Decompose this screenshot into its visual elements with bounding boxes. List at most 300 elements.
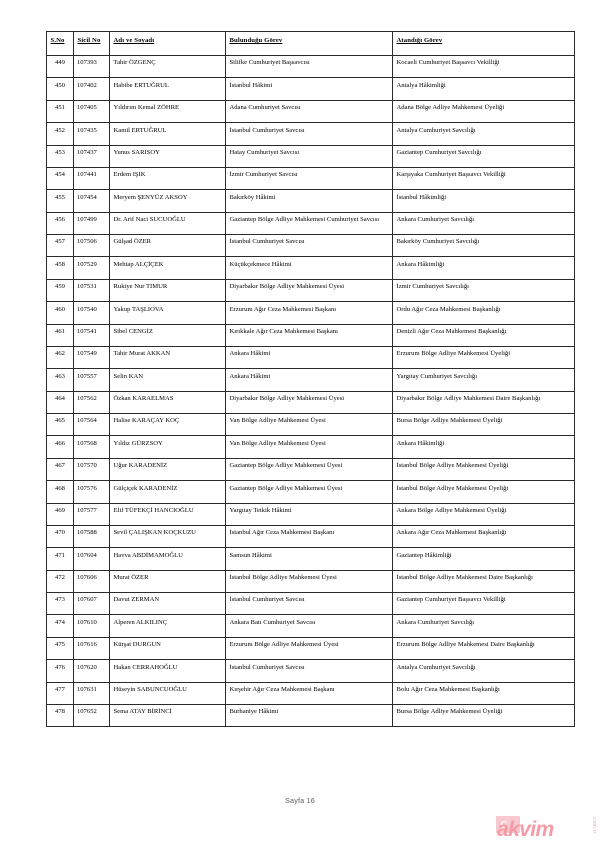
- cell-sno-text: 453: [55, 148, 65, 156]
- cell-sno: [47, 212, 74, 234]
- cell-bulundugu-gorev: [226, 593, 393, 615]
- cell-sicil-no: [74, 100, 110, 122]
- cell-sicil-no: [74, 369, 110, 391]
- cell-atandigi-gorev: [393, 481, 575, 503]
- cell-sno-text: 467: [55, 462, 65, 470]
- cell-bulundugu-gorev: [226, 436, 393, 458]
- cell-sno: [47, 436, 74, 458]
- cell-sicil-no: [74, 660, 110, 682]
- cell-sicil-no: [74, 279, 110, 301]
- cell-bulundugu-gorev: [226, 302, 393, 324]
- cell-sicil-no-text: 107393: [77, 59, 97, 67]
- cell-bulundugu-gorev-text: Samsun Hâkimi: [229, 551, 272, 559]
- cell-atandigi-gorev-text: Ankara Cumhuriyet Savcılığı: [396, 618, 475, 626]
- cell-adi-ve-soyadi: [110, 190, 226, 212]
- cell-sicil-no-text: 107441: [77, 171, 97, 179]
- cell-bulundugu-gorev-text: Erzurum Bölge Adliye Mahkemesi Üyesi: [229, 641, 339, 649]
- cell-adi-ve-soyadi: [110, 279, 226, 301]
- cell-adi-ve-soyadi: [110, 167, 226, 189]
- column-header-atandigi-gorev: [393, 32, 575, 56]
- cell-sno: [47, 593, 74, 615]
- cell-sno: [47, 346, 74, 368]
- cell-sicil-no-text: 107405: [77, 104, 97, 112]
- cell-adi-ve-soyadi: [110, 346, 226, 368]
- table-row: [47, 548, 575, 570]
- cell-sicil-no-text: 107570: [77, 462, 97, 470]
- cell-sicil-no-text: 107620: [77, 663, 97, 671]
- table-row: [47, 212, 575, 234]
- cell-adi-ve-soyadi: [110, 235, 226, 257]
- table-row: [47, 78, 575, 100]
- cell-sicil-no-text: 107531: [77, 283, 97, 291]
- cell-adi-ve-soyadi: [110, 615, 226, 637]
- cell-sicil-no-text: 107435: [77, 126, 97, 134]
- cell-sno-text: 476: [55, 663, 65, 671]
- cell-sno: [47, 145, 74, 167]
- cell-bulundugu-gorev: [226, 324, 393, 346]
- cell-sno: [47, 167, 74, 189]
- cell-sicil-no-text: 107499: [77, 216, 97, 224]
- cell-atandigi-gorev: [393, 145, 575, 167]
- cell-sicil-no-text: 107529: [77, 260, 97, 268]
- cell-atandigi-gorev-text: Erzurum Bölge Adliye Mahkemesi Daire Başkanlığı: [396, 641, 535, 649]
- cell-atandigi-gorev: [393, 346, 575, 368]
- table-row: [47, 414, 575, 436]
- table-row: [47, 324, 575, 346]
- cell-atandigi-gorev: [393, 302, 575, 324]
- cell-adi-ve-soyadi: [110, 570, 226, 592]
- cell-adi-ve-soyadi: [110, 458, 226, 480]
- cell-sno-text: 462: [55, 350, 65, 358]
- cell-bulundugu-gorev-text: Hatay Cumhuriyet Savcısı: [229, 148, 300, 156]
- cell-adi-ve-soyadi-text: Gülşad ÖZER: [113, 238, 152, 246]
- cell-adi-ve-soyadi-text: Gülçiçek KARADENİZ: [113, 484, 178, 492]
- cell-bulundugu-gorev: [226, 123, 393, 145]
- cell-sno: [47, 190, 74, 212]
- cell-sno: [47, 503, 74, 525]
- cell-sicil-no: [74, 637, 110, 659]
- cell-atandigi-gorev: [393, 123, 575, 145]
- cell-sicil-no-text: 107564: [77, 417, 97, 425]
- cell-atandigi-gorev-text: Ankara Hâkimliği: [396, 260, 445, 268]
- cell-atandigi-gorev: [393, 257, 575, 279]
- cell-bulundugu-gorev-text: Gaziantep Bölge Adliye Mahkemesi Cumhuriyet Savcısı: [229, 216, 380, 224]
- cell-sicil-no: [74, 257, 110, 279]
- cell-bulundugu-gorev-text: Bakırköy Hâkimi: [229, 193, 276, 201]
- cell-bulundugu-gorev-text: Kırıkkale Ağır Ceza Mahkemesi Başkanı: [229, 327, 338, 335]
- cell-adi-ve-soyadi-text: Meryem ŞENYÜZ AKSOY: [113, 193, 188, 201]
- cell-adi-ve-soyadi: [110, 414, 226, 436]
- cell-adi-ve-soyadi-text: Yakup TAŞLIOVA: [113, 305, 164, 313]
- table-row: [47, 704, 575, 726]
- cell-sno-text: 450: [55, 81, 65, 89]
- cell-adi-ve-soyadi: [110, 56, 226, 78]
- cell-bulundugu-gorev-text: İstanbul Hâkimi: [229, 81, 273, 89]
- cell-adi-ve-soyadi: [110, 660, 226, 682]
- cell-atandigi-gorev: [393, 369, 575, 391]
- watermark-tld-text: com.tr: [591, 817, 597, 835]
- cell-adi-ve-soyadi: [110, 704, 226, 726]
- cell-sno-text: 455: [55, 193, 65, 201]
- cell-sicil-no: [74, 436, 110, 458]
- cell-sicil-no: [74, 615, 110, 637]
- cell-sicil-no: [74, 346, 110, 368]
- cell-atandigi-gorev-text: Antalya Cumhuriyet Savcılığı: [396, 663, 476, 671]
- table-row: [47, 436, 575, 458]
- cell-adi-ve-soyadi: [110, 78, 226, 100]
- cell-atandigi-gorev-text: Ankara Ağır Ceza Mahkemesi Başkanlığı: [396, 529, 507, 537]
- cell-bulundugu-gorev: [226, 100, 393, 122]
- cell-atandigi-gorev-text: Antalya Hâkimliği: [396, 81, 446, 89]
- cell-sicil-no-text: 107631: [77, 685, 97, 693]
- cell-sno: [47, 570, 74, 592]
- cell-adi-ve-soyadi-text: Selin KAN: [113, 372, 143, 380]
- cell-adi-ve-soyadi-text: Halise KARAÇAY KOÇ: [113, 417, 180, 425]
- cell-bulundugu-gorev: [226, 682, 393, 704]
- cell-sicil-no: [74, 548, 110, 570]
- cell-adi-ve-soyadi-text: Rukiye Nur TIMUR: [113, 283, 168, 291]
- cell-adi-ve-soyadi-text: Murat ÖZER: [113, 574, 149, 582]
- cell-sicil-no-text: 107568: [77, 439, 97, 447]
- cell-adi-ve-soyadi: [110, 123, 226, 145]
- cell-sno: [47, 302, 74, 324]
- cell-atandigi-gorev: [393, 391, 575, 413]
- cell-sno: [47, 257, 74, 279]
- cell-sicil-no-text: 107604: [77, 551, 97, 559]
- cell-adi-ve-soyadi-text: Elif TÜFEKÇİ HANCIOĞLU: [113, 506, 194, 514]
- cell-adi-ve-soyadi-text: Sibel CENGİZ: [113, 327, 153, 335]
- cell-sicil-no-text: 107557: [77, 372, 97, 380]
- cell-bulundugu-gorev: [226, 503, 393, 525]
- cell-bulundugu-gorev: [226, 414, 393, 436]
- column-header-sicil-no: [74, 32, 110, 56]
- cell-bulundugu-gorev-text: Diyarbakır Bölge Adliye Mahkemesi Üyesi: [229, 395, 345, 403]
- column-header-bulundugu-gorev-label: Bulunduğu Görev: [229, 37, 283, 44]
- cell-atandigi-gorev-text: Antalya Cumhuriyet Savcılığı: [396, 126, 476, 134]
- cell-sicil-no: [74, 123, 110, 145]
- table-row: [47, 56, 575, 78]
- cell-adi-ve-soyadi: [110, 682, 226, 704]
- table-row: [47, 302, 575, 324]
- cell-sicil-no: [74, 525, 110, 547]
- cell-sicil-no-text: 107652: [77, 708, 97, 716]
- cell-atandigi-gorev-text: Yargıtay Cumhuriyet Savcılığı: [396, 372, 478, 380]
- cell-adi-ve-soyadi: [110, 324, 226, 346]
- cell-atandigi-gorev: [393, 548, 575, 570]
- cell-sno-text: 461: [55, 327, 65, 335]
- cell-bulundugu-gorev: [226, 481, 393, 503]
- cell-atandigi-gorev-text: Bakırköy Cumhuriyet Savcılığı: [396, 238, 480, 246]
- appointments-table-container: [46, 31, 574, 727]
- cell-adi-ve-soyadi: [110, 369, 226, 391]
- cell-atandigi-gorev-text: Ordu Ağır Ceza Mahkemesi Başkanlığı: [396, 305, 501, 313]
- cell-sicil-no: [74, 145, 110, 167]
- cell-sno-text: 458: [55, 260, 65, 268]
- column-header-bulundugu-gorev: [226, 32, 393, 56]
- cell-bulundugu-gorev-text: Diyarbakır Bölge Adliye Mahkemesi Üyesi: [229, 283, 345, 291]
- cell-sno-text: 466: [55, 439, 65, 447]
- cell-sicil-no-text: 107588: [77, 529, 97, 537]
- cell-sicil-no: [74, 458, 110, 480]
- cell-sicil-no-text: 107606: [77, 574, 97, 582]
- cell-bulundugu-gorev-text: İzmir Cumhuriyet Savcısı: [229, 171, 298, 179]
- cell-atandigi-gorev-text: İstanbul Bölge Adliye Mahkemesi Daire Başkanlığı: [396, 574, 533, 582]
- table-row: [47, 167, 575, 189]
- cell-sno: [47, 637, 74, 659]
- table-body: [47, 56, 575, 727]
- cell-sno-text: 464: [55, 395, 65, 403]
- cell-sicil-no-text: 107610: [77, 618, 97, 626]
- cell-atandigi-gorev: [393, 525, 575, 547]
- cell-bulundugu-gorev-text: İstanbul Cumhuriyet Savcısı: [229, 596, 305, 604]
- cell-atandigi-gorev: [393, 637, 575, 659]
- cell-bulundugu-gorev: [226, 56, 393, 78]
- cell-bulundugu-gorev: [226, 548, 393, 570]
- cell-sno-text: 451: [55, 104, 65, 112]
- cell-sno-text: 477: [55, 685, 65, 693]
- cell-bulundugu-gorev-text: Gaziantep Bölge Adliye Mahkemesi Üyesi: [229, 484, 343, 492]
- cell-atandigi-gorev: [393, 167, 575, 189]
- cell-adi-ve-soyadi: [110, 257, 226, 279]
- cell-atandigi-gorev-text: Gaziantep Cumhuriyet Savcılığı: [396, 148, 482, 156]
- cell-atandigi-gorev: [393, 56, 575, 78]
- cell-sno-text: 473: [55, 596, 65, 604]
- cell-sicil-no: [74, 503, 110, 525]
- cell-atandigi-gorev-text: Gaziantep Cumhuriyet Başsavcı Vekilliği: [396, 596, 506, 604]
- table-row: [47, 279, 575, 301]
- cell-sno-text: 460: [55, 305, 65, 313]
- cell-sno: [47, 615, 74, 637]
- cell-sno-text: 449: [55, 59, 65, 67]
- cell-atandigi-gorev-text: Karşıyaka Cumhuriyet Başsavcı Vekilliği: [396, 171, 506, 179]
- cell-adi-ve-soyadi: [110, 525, 226, 547]
- cell-sno-text: 457: [55, 238, 65, 246]
- cell-sno: [47, 682, 74, 704]
- cell-sno: [47, 123, 74, 145]
- cell-sno-text: 471: [55, 551, 65, 559]
- cell-sicil-no: [74, 78, 110, 100]
- table-row: [47, 660, 575, 682]
- cell-atandigi-gorev-text: Ankara Cumhuriyet Savcılığı: [396, 216, 475, 224]
- cell-bulundugu-gorev-text: Ankara Batı Cumhuriyet Savcısı: [229, 618, 316, 626]
- cell-sno-text: 469: [55, 506, 65, 514]
- cell-bulundugu-gorev-text: Erzurum Ağır Ceza Mahkemesi Başkanı: [229, 305, 337, 313]
- cell-adi-ve-soyadi: [110, 212, 226, 234]
- cell-bulundugu-gorev-text: İstanbul Cumhuriyet Savcısı: [229, 238, 305, 246]
- cell-sno-text: 478: [55, 708, 65, 716]
- cell-sno-text: 463: [55, 372, 65, 380]
- cell-sno: [47, 56, 74, 78]
- cell-adi-ve-soyadi-text: Erdem IŞIK: [113, 171, 146, 179]
- cell-sno-text: 465: [55, 417, 65, 425]
- cell-atandigi-gorev-text: İzmir Cumhuriyet Savcılığı: [396, 283, 470, 291]
- cell-atandigi-gorev: [393, 78, 575, 100]
- cell-sicil-no: [74, 593, 110, 615]
- cell-bulundugu-gorev: [226, 167, 393, 189]
- cell-sicil-no-text: 107437: [77, 148, 97, 156]
- cell-sicil-no: [74, 481, 110, 503]
- cell-sicil-no: [74, 302, 110, 324]
- cell-adi-ve-soyadi: [110, 593, 226, 615]
- cell-bulundugu-gorev: [226, 615, 393, 637]
- cell-sicil-no: [74, 570, 110, 592]
- cell-bulundugu-gorev-text: İstanbul Ağır Ceza Mahkemesi Başkanı: [229, 529, 335, 537]
- cell-atandigi-gorev: [393, 279, 575, 301]
- cell-sicil-no-text: 107562: [77, 395, 97, 403]
- cell-adi-ve-soyadi-text: Mehtap ALÇİÇEK: [113, 260, 164, 268]
- cell-sicil-no: [74, 56, 110, 78]
- table-row: [47, 257, 575, 279]
- table-row: [47, 190, 575, 212]
- cell-bulundugu-gorev-text: Van Bölge Adliye Mahkemesi Üyesi: [229, 439, 326, 447]
- cell-adi-ve-soyadi: [110, 436, 226, 458]
- cell-adi-ve-soyadi-text: Uğur KARADENİZ: [113, 462, 168, 470]
- column-header-adi-ve-soyadi-label: Adı ve Soyadı: [113, 37, 155, 44]
- cell-sno-text: 452: [55, 126, 65, 134]
- cell-bulundugu-gorev: [226, 391, 393, 413]
- cell-bulundugu-gorev-text: Yargıtay Tetkik Hâkimi: [229, 506, 292, 514]
- table-row: [47, 369, 575, 391]
- cell-adi-ve-soyadi-text: Dr. Arif Naci SUCUOĞLU: [113, 216, 186, 224]
- table-header-row: [47, 32, 575, 56]
- table-row: [47, 145, 575, 167]
- cell-sicil-no: [74, 391, 110, 413]
- cell-bulundugu-gorev: [226, 145, 393, 167]
- cell-bulundugu-gorev: [226, 570, 393, 592]
- cell-sno: [47, 324, 74, 346]
- table-header: [47, 32, 575, 56]
- cell-sicil-no-text: 107541: [77, 327, 97, 335]
- cell-adi-ve-soyadi-text: Habibe ERTUĞRUL: [113, 81, 169, 89]
- table-row: [47, 637, 575, 659]
- cell-bulundugu-gorev: [226, 235, 393, 257]
- cell-adi-ve-soyadi: [110, 302, 226, 324]
- table-row: [47, 391, 575, 413]
- cell-sicil-no: [74, 212, 110, 234]
- cell-atandigi-gorev-text: Denizli Ağır Ceza Mahkemesi Başkanlığı: [396, 327, 507, 335]
- cell-sicil-no-text: 107549: [77, 350, 97, 358]
- cell-sno-text: 470: [55, 529, 65, 537]
- cell-sicil-no-text: 107576: [77, 484, 97, 492]
- cell-atandigi-gorev-text: Gaziantep Hâkimliği: [396, 551, 452, 559]
- cell-sicil-no: [74, 190, 110, 212]
- cell-atandigi-gorev: [393, 615, 575, 637]
- cell-adi-ve-soyadi: [110, 100, 226, 122]
- cell-sno: [47, 481, 74, 503]
- cell-bulundugu-gorev: [226, 78, 393, 100]
- cell-atandigi-gorev: [393, 660, 575, 682]
- cell-sno: [47, 369, 74, 391]
- cell-adi-ve-soyadi-text: Yıldırım Kemal ZÖHRE: [113, 104, 180, 112]
- cell-atandigi-gorev-text: Adana Bölge Adliye Mahkemesi Üyeliği: [396, 104, 505, 112]
- cell-adi-ve-soyadi: [110, 145, 226, 167]
- cell-atandigi-gorev: [393, 414, 575, 436]
- cell-sicil-no: [74, 414, 110, 436]
- cell-bulundugu-gorev-text: Adana Cumhuriyet Savcısı: [229, 104, 301, 112]
- cell-sicil-no: [74, 704, 110, 726]
- cell-sno: [47, 704, 74, 726]
- table-row: [47, 525, 575, 547]
- cell-adi-ve-soyadi-text: Havva ABDİMAMOĞLU: [113, 551, 183, 559]
- cell-sno-text: 472: [55, 574, 65, 582]
- cell-atandigi-gorev-text: Bursa Bölge Adliye Mahkemesi Üyeliği: [396, 708, 503, 716]
- table-row: [47, 235, 575, 257]
- cell-bulundugu-gorev-text: İstanbul Cumhuriyet Savcısı: [229, 663, 305, 671]
- cell-bulundugu-gorev: [226, 458, 393, 480]
- cell-bulundugu-gorev: [226, 660, 393, 682]
- cell-bulundugu-gorev-text: Burhaniye Hâkimi: [229, 708, 279, 716]
- cell-adi-ve-soyadi-text: Sevil ÇALIŞKAN KOÇKUZU: [113, 529, 196, 537]
- column-header-sno-label: S.No: [50, 37, 65, 44]
- table-row: [47, 100, 575, 122]
- cell-atandigi-gorev-text: Ankara Hâkimliği: [396, 439, 445, 447]
- cell-adi-ve-soyadi-text: Hüseyin SABUNCUOĞLU: [113, 685, 187, 693]
- cell-sicil-no-text: 107454: [77, 193, 97, 201]
- cell-sicil-no: [74, 235, 110, 257]
- cell-atandigi-gorev: [393, 436, 575, 458]
- cell-atandigi-gorev-text: Erzurum Bölge Adliye Mahkemesi Üyeliği: [396, 350, 511, 358]
- column-header-sicil-no-label: Sicil No: [77, 37, 101, 44]
- cell-atandigi-gorev-text: Kocaeli Cumhuriyet Başsavcı Vekilliği: [396, 59, 500, 67]
- cell-adi-ve-soyadi-text: Tahir Murat AKKAN: [113, 350, 171, 358]
- cell-adi-ve-soyadi-text: Tahir ÖZGENÇ: [113, 59, 156, 67]
- cell-adi-ve-soyadi-text: Kürşat DURGUN: [113, 641, 161, 649]
- table-row: [47, 682, 575, 704]
- cell-bulundugu-gorev-text: Ankara Hâkimi: [229, 350, 271, 358]
- cell-sno: [47, 660, 74, 682]
- cell-bulundugu-gorev-text: İstanbul Cumhuriyet Savcısı: [229, 126, 305, 134]
- cell-bulundugu-gorev: [226, 212, 393, 234]
- cell-sicil-no: [74, 324, 110, 346]
- cell-adi-ve-soyadi-text: Yunus SARISOY: [113, 148, 160, 156]
- cell-bulundugu-gorev-text: Küçükçekmece Hâkimi: [229, 260, 292, 268]
- cell-adi-ve-soyadi: [110, 637, 226, 659]
- cell-sicil-no-text: 107607: [77, 596, 97, 604]
- cell-sno-text: 468: [55, 484, 65, 492]
- page-footer: Sayfa 16: [285, 796, 315, 805]
- cell-bulundugu-gorev: [226, 346, 393, 368]
- table-row: [47, 481, 575, 503]
- cell-atandigi-gorev: [393, 100, 575, 122]
- cell-sno: [47, 235, 74, 257]
- cell-sno-text: 459: [55, 283, 65, 291]
- table-row: [47, 570, 575, 592]
- cell-atandigi-gorev: [393, 190, 575, 212]
- cell-atandigi-gorev-text: Diyarbakır Bölge Adliye Mahkemesi Daire Başkanlığı: [396, 395, 541, 403]
- cell-sicil-no-text: 107616: [77, 641, 97, 649]
- column-header-atandigi-gorev-label: Atandığı Görev: [396, 37, 443, 44]
- cell-atandigi-gorev: [393, 324, 575, 346]
- cell-bulundugu-gorev-text: Kırşehir Ağır Ceza Mahkemesi Başkanı: [229, 685, 335, 693]
- cell-atandigi-gorev: [393, 503, 575, 525]
- cell-sno: [47, 279, 74, 301]
- cell-adi-ve-soyadi-text: Sema ATAY BİRİNCİ: [113, 708, 172, 716]
- cell-sicil-no-text: 107402: [77, 81, 97, 89]
- table-row: [47, 346, 575, 368]
- cell-atandigi-gorev: [393, 682, 575, 704]
- cell-sno: [47, 548, 74, 570]
- cell-sicil-no-text: 107506: [77, 238, 97, 246]
- cell-adi-ve-soyadi-text: Kamil ERTUĞRUL: [113, 126, 167, 134]
- cell-bulundugu-gorev: [226, 279, 393, 301]
- cell-atandigi-gorev-text: İstanbul Bölge Adliye Mahkemesi Üyeliği: [396, 462, 509, 470]
- cell-sno-text: 475: [55, 641, 65, 649]
- cell-sno: [47, 414, 74, 436]
- table-row: [47, 458, 575, 480]
- cell-sno: [47, 100, 74, 122]
- cell-bulundugu-gorev-text: Ankara Hâkimi: [229, 372, 271, 380]
- cell-adi-ve-soyadi-text: Yıldız GÜRZSOY: [113, 439, 163, 447]
